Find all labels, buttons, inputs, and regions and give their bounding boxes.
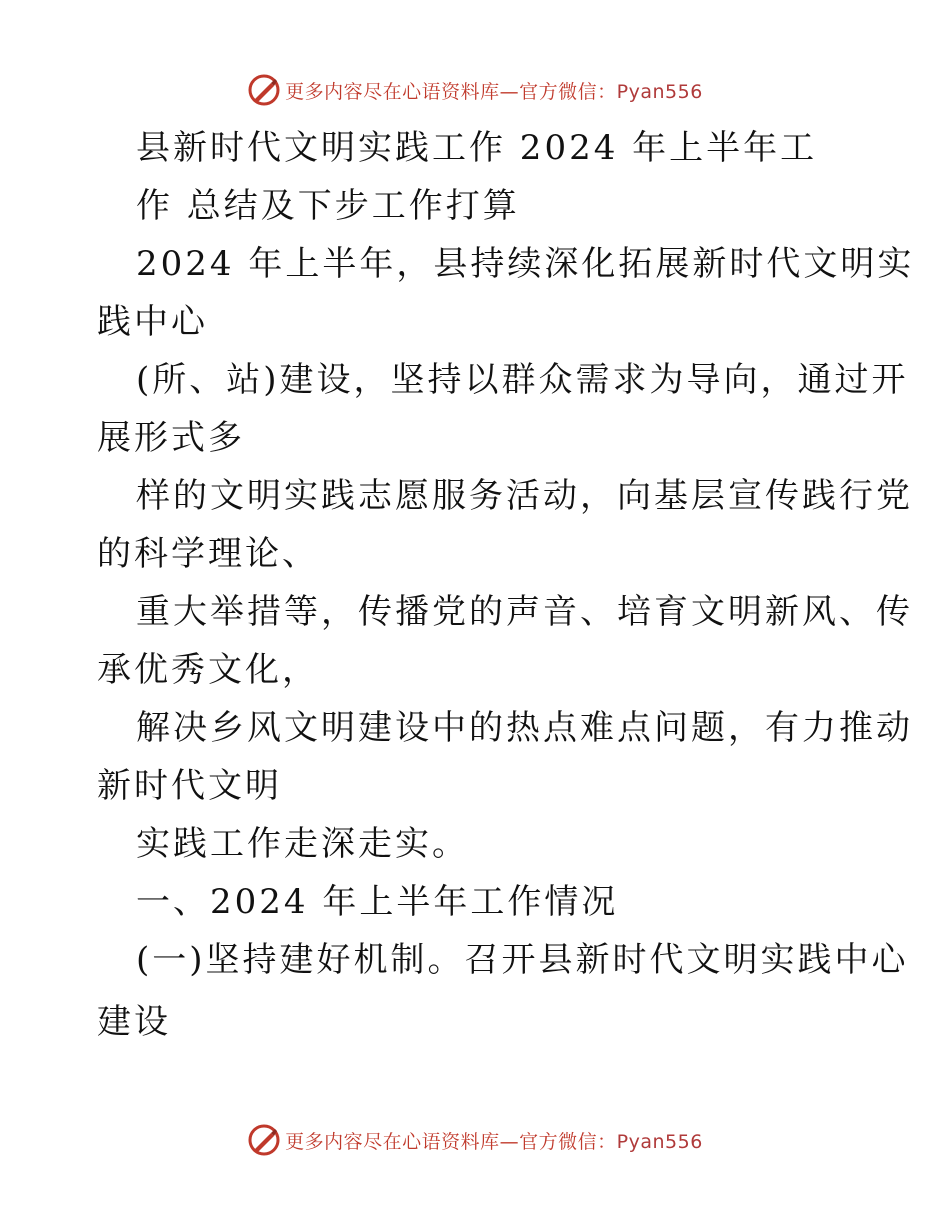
paragraph-line: 2024 年上半年，县持续深化拓展新时代文明实 (136, 244, 915, 284)
paragraph-line: (所、站)建设，坚持以群众需求为导向，通过开 (136, 360, 909, 400)
wechat-id: Pyan556 (616, 80, 703, 103)
header-watermark (0, 70, 950, 110)
paragraph-line: 样的文明实践志愿服务活动，向基层宣传践行党 (136, 476, 913, 516)
watermark-text: 更多内容尽在心语资料库—官方微信： (285, 1130, 617, 1153)
footer-watermark (0, 1120, 950, 1160)
paragraph-line: 重大举措等，传播党的声音、培育文明新风、传 (136, 592, 913, 632)
pen-logo-icon (247, 73, 281, 107)
title-line-2: 作 总结及下步工作打算 (136, 186, 520, 226)
watermark-text: 更多内容尽在心语资料库—官方微信： (285, 80, 617, 103)
paragraph-line: 解决乡风文明建设中的热点难点问题，有力推动 (136, 708, 913, 748)
paragraph-line: 建设 (97, 1002, 171, 1042)
paragraph-line: 新时代文明 (97, 766, 282, 806)
paragraph-line: 的科学理论、 (97, 534, 319, 574)
pen-logo-icon (247, 1123, 281, 1157)
subsection-heading: (一)坚持建好机制。召开县新时代文明实践中心 (136, 940, 909, 980)
title-line-1: 县新时代文明实践工作 2024 年上半年工 (136, 128, 818, 168)
paragraph-line: 展形式多 (97, 418, 245, 458)
wechat-id: Pyan556 (616, 1130, 703, 1153)
section-heading: 一、2024 年上半年工作情况 (136, 882, 619, 922)
paragraph-line: 实践工作走深走实。 (136, 824, 469, 864)
paragraph-line: 践中心 (97, 302, 208, 342)
paragraph-line: 承优秀文化， (97, 650, 319, 690)
